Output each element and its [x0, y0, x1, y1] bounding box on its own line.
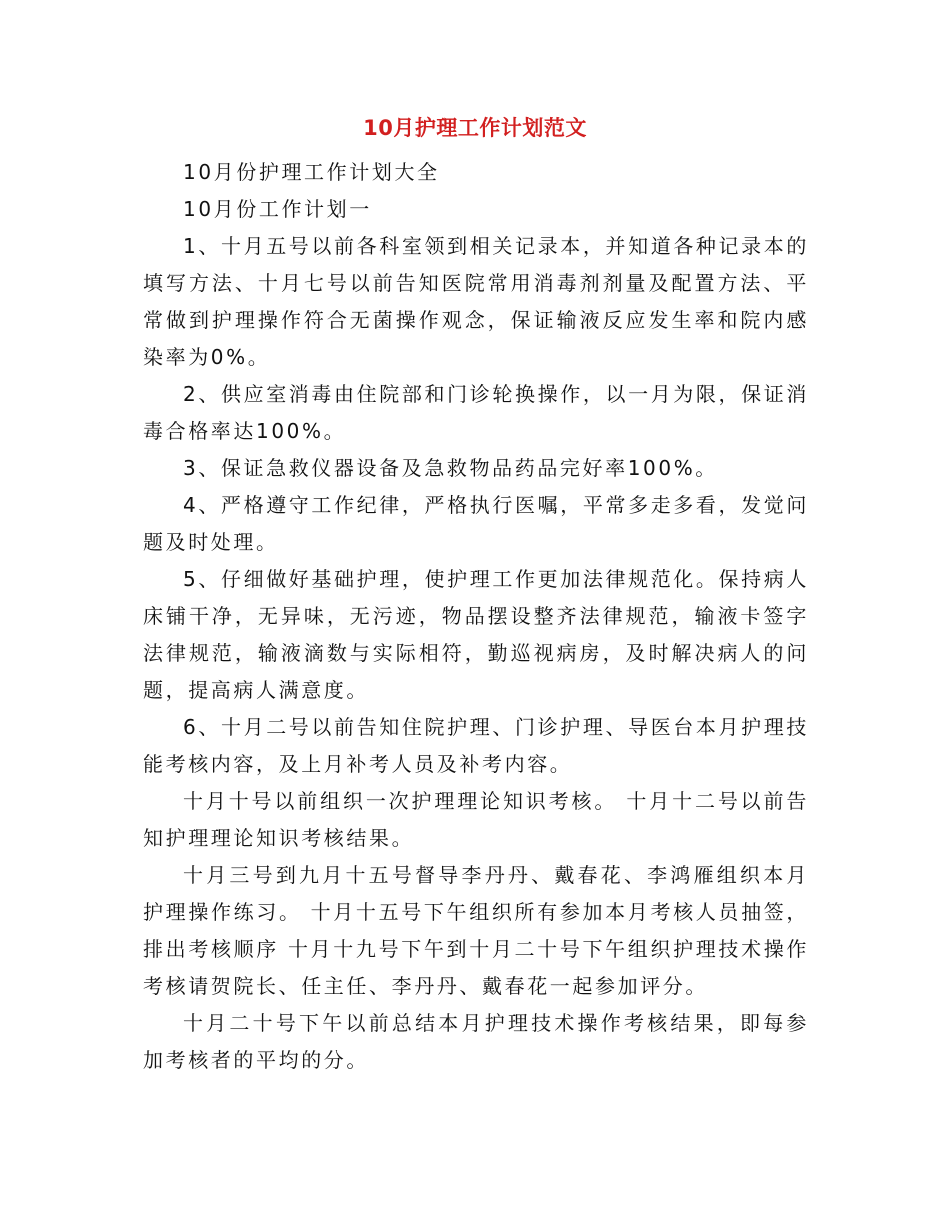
paragraph: 10月份工作计划一 — [183, 197, 372, 221]
paragraph: 十月二十号下午以前总结本月护理技术操作考核结果，即每参加考核者的平均的分。 — [143, 1011, 809, 1072]
document-body — [143, 154, 809, 1079]
document-title: 10月护理工作计划范文 — [363, 116, 587, 140]
paragraph: 5、仔细做好基础护理，使护理工作更加法律规范化。保持病人床铺干净，无异味，无污迹，物品摆设整齐法律规范，输液卡签字法律规范，输液滴数与实际相符，勤巡视病房，及时解决病人的问题，提高病人满意度。 — [143, 567, 809, 702]
paragraph: 6、十月二号以前告知住院护理、门诊护理、导医台本月护理技能考核内容，及上月补考人员及补考内容。 — [143, 715, 809, 776]
paragraph: 10月份护理工作计划大全 — [183, 160, 440, 184]
paragraph: 1、十月五号以前各科室领到相关记录本，并知道各种记录本的填写方法、十月七号以前告知医院常用消毒剂剂量及配置方法、平常做到护理操作符合无菌操作观念，保证输液反应发生率和院内感染率为0%。 — [143, 234, 809, 369]
paragraph: 2、供应室消毒由住院部和门诊轮换操作，以一月为限，保证消毒合格率达100%。 — [143, 382, 809, 443]
paragraph: 4、严格遵守工作纪律，严格执行医嘱，平常多走多看，发觉问题及时处理。 — [143, 493, 809, 554]
paragraph: 十月三号到九月十五号督导李丹丹、戴春花、李鸿雁组织本月护理操作练习。 十月十五号下午组织所有参加本月考核人员抽签，排出考核顺序 十月十九号下午到十月二十号下午组织护理技术操作考核请贺院长、任主任、李丹丹、戴春花一起参加评分。 — [143, 863, 809, 998]
paragraph: 3、保证急救仪器设备及急救物品药品完好率100%。 — [183, 456, 718, 480]
paragraph: 十月十号以前组织一次护理理论知识考核。 十月十二号以前告知护理理论知识考核结果。 — [143, 789, 809, 850]
